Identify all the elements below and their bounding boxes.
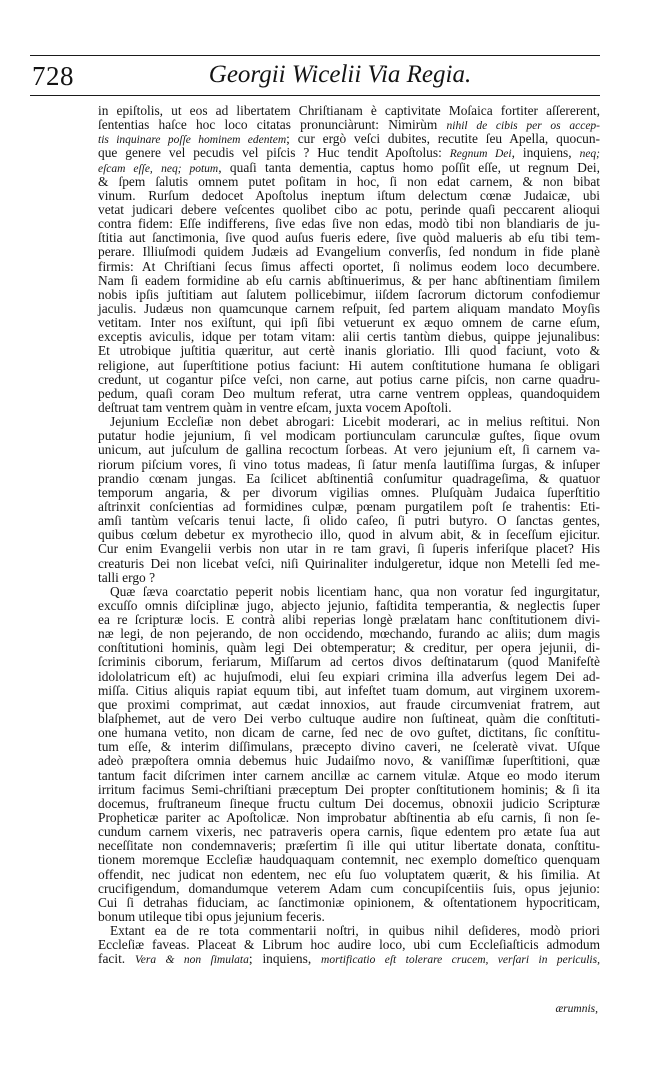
text-line xyxy=(98,443,600,457)
text-segment: vinum. Rurſum dedocet Apoſtolus ineptum iſtum delectum cœnæ Judaicæ, ubi xyxy=(98,187,600,203)
text-line xyxy=(98,557,600,571)
text-segment: que proximi comprimat, aut cædat innoxios, aut fraude circumveniat fratrem, aut xyxy=(98,696,600,712)
text-segment xyxy=(153,160,161,175)
text-segment: tum eſſe, & interim diſſimulans, præcepto divino caveri, ne ſceleratè vivat. Uſque xyxy=(98,739,600,755)
text-segment: exceptis aviculis, idque per totam vitam: alii certis tantùm diebus, quippe jejunalibus: xyxy=(98,329,600,345)
text-segment: jaculis. Judæus non quamcunque carnem reſpuit, ſed partem aliquam mandato Moyſis xyxy=(98,300,600,316)
text-line xyxy=(98,274,600,288)
text-line xyxy=(98,613,600,627)
text-line xyxy=(98,401,600,415)
text-line xyxy=(98,811,600,825)
text-segment: adeò præpoſtera omnia debemus huic Judaiſmo novo, & vaniſſimæ ſuperſtitioni, quæ xyxy=(98,753,600,769)
text-segment: aſtrinxit conſcientias ad formidines culpæ, pœnam purgatilem poſt ſe trahentis: Eti- xyxy=(98,498,600,514)
text-segment: ea re ſcripturæ locis. E contrà alibi reperias longè prælatam hanc conſtitutionem divi- xyxy=(98,612,600,628)
text-line xyxy=(98,868,600,882)
text-line xyxy=(98,825,600,839)
text-segment: docemus, fruſtraneum ſineque fructu cultum Dei docemus, obnoxii judicio Scripturæ xyxy=(98,795,600,811)
text-line xyxy=(98,783,600,797)
italic-quotation: mortificatio eſt tolerare crucem, verſari in periculis, xyxy=(321,954,600,967)
text-line xyxy=(98,599,600,613)
text-segment: quibus cœlum debetur ex myrothecio illo, quod in alvum abit, & in ſeceſſum ejicitur. xyxy=(98,527,600,543)
text-line xyxy=(98,486,600,500)
text-line xyxy=(98,458,600,472)
text-segment: miſſa. Citius aliquis rapiat equum tibi, aut infeſtet tuam domum, aut virginem uxorem- xyxy=(98,682,600,698)
text-segment: prandio cœnam jungas. Ea ſcilicet abſtinentiâ conſumitur quadrageſima, & quatuor xyxy=(98,470,600,486)
text-line xyxy=(98,698,600,712)
text-line xyxy=(98,670,600,684)
text-line xyxy=(98,189,600,203)
running-title: Georgii Wicelii Via Regia. xyxy=(208,61,472,88)
text-line xyxy=(98,245,600,259)
text-segment: religione, aut ſuperſtitione potius faciunt: Hi autem conſtitutione humana ſe obligari xyxy=(98,357,600,373)
text-segment: talli ergo ? xyxy=(98,569,156,585)
text-line xyxy=(98,712,600,726)
text-segment: unicum, aut juſculum de gallina recoctum ſorbeas. At vero jejunium eſt, ſi carnem va- xyxy=(98,442,600,458)
text-line xyxy=(98,217,600,231)
text-line xyxy=(98,472,600,486)
text-line xyxy=(98,769,600,783)
text-segment: ; inquiens, xyxy=(248,951,322,967)
text-line xyxy=(98,373,600,387)
text-line xyxy=(98,118,600,132)
paragraph-first-line xyxy=(98,415,600,429)
text-segment: in epiſtolis, ut eos ad libertatem Chriſtianam è captivitate Moſaica fortiter aſſererent, xyxy=(98,103,600,118)
body-text xyxy=(98,104,600,967)
text-segment: ſententias haſce hoc loco citatas pronunciàrunt: Nimirùm xyxy=(98,117,447,133)
text-segment: Cui ſi detrahas fiduciam, ac ſanctimoniæ opinionem, & oſtentationem hypocriticam, xyxy=(98,894,600,910)
paragraph-first-line xyxy=(98,585,600,599)
text-segment: amſi tantùm veſcaris tenui lacte, ſi olido caſeo, ſi putri butyro. O ſanctas gentes, xyxy=(98,513,600,529)
text-line xyxy=(98,231,600,245)
text-segment: excuſſo omnis diſciplinæ jugo, abjecto jejunio, faſtidita temperantia, & neglectis ſuper xyxy=(98,597,600,613)
text-line xyxy=(98,161,600,175)
text-line xyxy=(98,684,600,698)
text-segment: & ſpem ſalutis omnem putet poſitam in hoc, ſi non edat carnem, & non bibat xyxy=(98,173,600,189)
page-number: 728 xyxy=(32,61,74,91)
paragraph-first-line xyxy=(98,924,600,938)
text-line xyxy=(98,726,600,740)
text-segment: deſtruat tam ventrem quàm in ventre eſcam, juxta vocem Apoſtoli. xyxy=(98,399,452,415)
text-line xyxy=(98,797,600,811)
text-line xyxy=(98,302,600,316)
text-segment: blaſphemet, aut de vero Dei verbo cultuque audire non ſuſtineat, quàm die conſtituti- xyxy=(98,711,600,727)
text-line xyxy=(98,132,600,146)
italic-quotation: neq; xyxy=(579,148,600,161)
text-line xyxy=(98,839,600,853)
text-segment: , inquiens, xyxy=(511,145,580,161)
text-line xyxy=(98,754,600,768)
text-segment: tionem moremque Eccleſiæ haudquaquam contemnit, nec exemplo domeſtico quenquam xyxy=(98,852,600,868)
text-line xyxy=(98,288,600,302)
text-segment: ſcriminis ciborum, feriarum, Miſſarum ad certos divos deſtinatarum (quod Manifeſtè xyxy=(98,654,600,670)
text-line xyxy=(98,853,600,867)
text-segment: Quæ ſæva coarctatio peperit nobis licentiam hanc, qua non voratur ſed ingurgitatur, xyxy=(110,583,600,599)
catchword: ærumnis, xyxy=(555,1003,598,1015)
text-line xyxy=(98,627,600,641)
text-segment: facit. xyxy=(98,951,136,967)
text-line xyxy=(98,528,600,542)
italic-quotation: eſcam eſſe, xyxy=(98,162,153,175)
text-line xyxy=(98,316,600,330)
text-line xyxy=(98,146,600,160)
text-segment: Cur enim Evangelii verbis non utar in re tam gravi, ſi ſuperis inferiſque placet? His xyxy=(98,541,600,557)
text-segment: bonum utileque tibi opus jejunium feceris. xyxy=(98,909,325,925)
text-line xyxy=(98,344,600,358)
text-line xyxy=(98,952,600,966)
text-segment: crucifigendum, domandumque veterem Adam cum concupiſcentiis ſuis, opus jejunio: xyxy=(98,880,600,896)
text-line xyxy=(98,104,600,118)
text-segment: temporum angaria, & per divorum vigilias omnes. Pluſquàm Judaica ſuperſtitio xyxy=(98,484,600,500)
text-segment: contra fidem: Eſſe indifferens, ſive edas ſive non edas, modò tibi non blandiaris de ju- xyxy=(98,216,600,232)
text-segment: one humana vetito, non dicam de carne, ſed nec de ovo guſtet, dictitans, ſic conſtitu- xyxy=(98,725,600,741)
text-line xyxy=(98,896,600,910)
text-segment: conſtitutioni hominis, quàm legi Dei obtemperatur; & creditur, per opera jejunii, di- xyxy=(98,640,600,656)
text-segment: Nam ſi eadem formidine ab eſu carnis abſtinuerimus, & per hanc abſtinentiam ſimilem xyxy=(98,272,600,288)
text-line xyxy=(98,882,600,896)
text-segment: , quaſi tanta dementia, captus homo poſſit eſſe, ut regnum Dei, xyxy=(218,159,600,175)
header-top-rule xyxy=(30,55,600,56)
italic-quotation: nihil de cibis per os accep- xyxy=(446,120,601,133)
text-segment: pedum, quaſi coram Deo multum referat, utra carne ventrem oppleas, quandoquidem xyxy=(98,385,600,401)
text-segment: credunt, ut cogantur piſce veſci, non carne, aut potius carne piſcis, non carne quadru- xyxy=(98,371,600,387)
header-bottom-rule xyxy=(30,95,600,96)
text-line xyxy=(98,500,600,514)
text-segment: tantum facit diſcrimen inter carnem ancillæ ac carnem vitulæ. Atque eo modo iterum xyxy=(98,767,600,783)
text-segment: Et utrobique juſtitia quæritur, aut certè inanis gloriatio. Illi quod faciunt, voto & xyxy=(98,343,600,359)
text-segment: offendit, nec judicat non edentem, nec eſu ſuo voluptatem quærit, & his ſimilia. At xyxy=(98,866,600,882)
text-line xyxy=(98,387,600,401)
text-line xyxy=(98,655,600,669)
text-segment: irritum facimus Semi-chriſtiani præceptum Dei propter conſtitutionem hominis; & ſi ita xyxy=(98,781,600,797)
text-line xyxy=(98,542,600,556)
text-segment: putatur hodie jejunium, ſi vel modicam portiunculam carunculæ guſtes, ſique ovum xyxy=(98,428,600,444)
text-line xyxy=(98,938,600,952)
italic-quotation: tis inquinare poſſe hominem edentem xyxy=(98,134,287,147)
text-segment: næ legi, de non pejerando, de non occidendo, mœchando, furando ac aliis; dum magis xyxy=(98,626,600,642)
text-line xyxy=(98,203,600,217)
text-line xyxy=(98,641,600,655)
text-line xyxy=(98,514,600,528)
text-segment: neceſſitate non condemnaveris; præſertim ſi ille qui utitur libertate donata, conſtitu- xyxy=(98,838,600,854)
text-segment: nobis ipſis juſtitiam aut ſalutem pollicebimur, iiſdem ſacrorum dictorum confodiemur xyxy=(98,286,600,302)
text-segment: cundum carnem vixeris, nec patraveris opera carnis, ſique edentem pro ætate ſua aut xyxy=(98,824,600,840)
italic-quotation: neq; potum xyxy=(161,162,219,175)
text-line xyxy=(98,260,600,274)
text-line xyxy=(98,330,600,344)
text-line xyxy=(98,571,600,585)
text-segment: idololatricum eſt) ac hujuſmodi, elui ſeu expiari crimina illa adverſus legem Dei ad- xyxy=(98,668,600,684)
text-segment: vetitam. Inter nos exiſtunt, qui ipſi ſibi vetuerunt ex æquo omnem de carne eſum, xyxy=(98,315,600,331)
text-line xyxy=(98,429,600,443)
text-line xyxy=(98,175,600,189)
text-segment: Jejunium Eccleſiæ non debet abrogari: Licebit moderari, ac in melius reſtitui. Non xyxy=(110,414,600,430)
text-segment: ; cur ergò veſci dubites, recutite ſeu Apella, quocun- xyxy=(286,131,601,147)
text-line xyxy=(98,740,600,754)
text-segment: que genere vel pecudis vel piſcis ? Huc tendit Apoſtolus: xyxy=(98,145,450,161)
text-segment: firmis: At Chriſtiani ſecus ſimus affecti oportet, ſi nolimus eodem loco decumbere. xyxy=(98,258,600,274)
text-segment: Extant ea de re tota commentarii noſtri, in quibus nihil deſideres, modò priori xyxy=(110,923,600,939)
text-line xyxy=(98,359,600,373)
text-segment: ſtitia aut ſanctimonia, ſive quod auſus fueris edere, ſive quòd malueris ab eſu tibi tem- xyxy=(98,230,600,246)
text-segment: riorum piſcium vores, ſi vino totus madeas, ſi ſatur menſa lautiſſima ſurgas, & inſuper xyxy=(98,456,600,472)
text-segment: perare. Illiuſmodi quidem Judæis ad Evangelium converſis, ſed nondum in fide planè xyxy=(98,244,600,260)
text-line xyxy=(98,910,600,924)
text-segment: Eccleſiæ faveas. Placeat & Librum hoc audire loco, ubi cum Eccleſiaſticis admodum xyxy=(98,937,600,953)
text-segment: Propheticæ pariter ac Apoſtolicæ. Non improbatur abſtinentia ab eſu carnis, ſi non ſe- xyxy=(98,810,600,826)
text-segment: vetat judicari debere veſcentes quolibet cibo ac potu, perinde quaſi peccarent alioqui xyxy=(98,201,600,217)
italic-quotation: Regnum Dei xyxy=(449,148,512,161)
text-segment: creaturis Dei non licebat veſci, niſi Quirinaliter indulgeretur, idque non Metelli ſed me- xyxy=(98,555,600,571)
italic-quotation: Vera & non ſimulata xyxy=(135,954,249,967)
